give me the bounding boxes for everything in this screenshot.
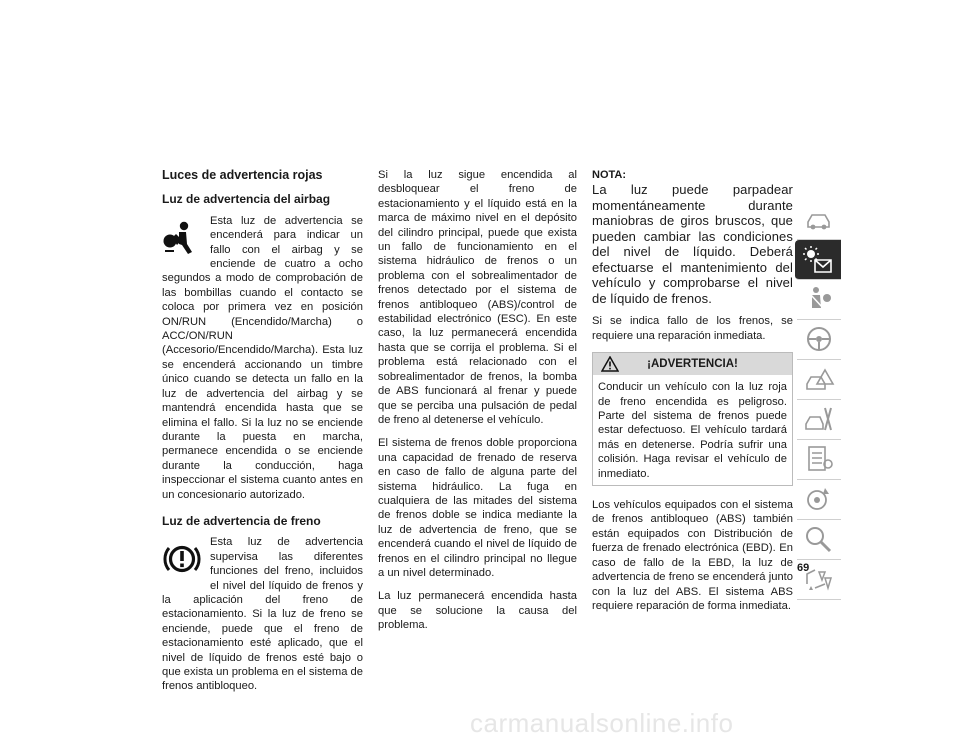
column-right [592, 168, 793, 622]
brake-warning-icon [162, 539, 206, 589]
page-number: 69 [797, 562, 810, 574]
roadside-emergency-icon [803, 364, 835, 394]
section-title: Luces de advertencia rojas [162, 168, 323, 182]
airbag-text: Esta luz de advertencia se encenderá para indicar un fallo con el airbag y se enciende de cuatro a ocho segundos a modo de comprobación de las bombillas cuando el contacto se coloca por primera vez en posición ON/RUN (Encendido/Marcha) o ACC/ON/RUN (Accesorio/Encendido/Marcha). Esta luz se encenderá accionando un timbre único cuando se detecta un fallo en la luz de advertencia del airbag y se mantendrá encendida hasta que se elimina el fallo. Si la luz no se enciende durante la puesta en marcha, permanece encendida o se enciende durante la conducción, haga inspeccionar el sistema cuanto antes en un concesionario autorizado. [162, 214, 363, 501]
note-text: La luz puede parpadear momentáneamente durante maniobras de giros bruscos, que pueden cambiar las condiciones del nivel de líquido. Deberá efectuarse el mantenimiento del vehículo y comprobarse el nivel de líquido de frenos. [592, 182, 793, 306]
paragraph: Si la luz sigue encendida al desbloquear el freno de estacionamiento y el líquido está en la marca de máximo nivel en el depósito del cilindro principal, puede que exista un fallo de funcionamiento en el sistema hidráulico de frenos o un problema con el sobrealimentador de frenos detectado por el sistema de frenos antibloqueo (ABS)/control de estabilidad electrónico (ESC). En este caso, la luz permanecerá encendida hasta que se corrija el problema. Si el problema está relacionado con el sobrealimentador de frenos, la bomba de ABS funcionará al frenar y puede que se perciba una pulsación de pedal de freno al detenerse el vehículo. [378, 169, 577, 426]
service-tools-icon [803, 404, 835, 434]
tab-car-overview[interactable] [797, 200, 841, 240]
warning-box [592, 352, 793, 486]
column-middle [378, 168, 577, 642]
tab-index-search[interactable] [797, 520, 841, 560]
paragraph: Los vehículos equipados con el sistema de frenos antibloqueo (ABS) también están equipados con Distribución de fuerza de frenado electrónica (EBD). En caso de fallo de la EBD, la luz de advertencia de freno se encenderá junto con la luz del ABS. El sistema ABS requiere reparación de forma inmediata. [592, 499, 793, 612]
brake-text: Esta luz de advertencia supervisa las diferentes funciones del freno, incluidos el nivel del líquido de frenos y la aplicación del freno de estacionamiento. Si la luz de freno se enciende, puede que el freno de estacionamiento esté aplicado, que el nivel de líquido de frenos esté bajo o que exista un problema en el sistema de frenos antibloqueo. [162, 536, 363, 693]
tab-specifications-list[interactable] [797, 440, 841, 480]
index-search-icon [803, 524, 835, 554]
tab-steering-wheel[interactable] [797, 320, 841, 360]
note-label: NOTA: [592, 169, 627, 181]
steering-wheel-icon [803, 324, 835, 354]
car-overview-icon [803, 204, 835, 234]
warning-header [593, 353, 792, 375]
tab-roadside-emergency[interactable] [797, 360, 841, 400]
tab-seatbelt-safety[interactable] [797, 280, 841, 320]
warning-text: Conducir un vehículo con la luz roja de freno encendida es peligroso. Parte del sistema de frenos puede estar defectuoso. El vehículo tardará más en detenerse. Podría sufrir una colisión. Haga revisar el vehículo de inmediato. [598, 381, 787, 480]
chapter-tabs [797, 200, 841, 600]
tab-multimedia[interactable] [797, 480, 841, 520]
seatbelt-safety-icon [803, 284, 835, 314]
paragraph: El sistema de frenos doble proporciona una capacidad de frenado de reserva en caso de fallo de alguna parte del sistema hidráulico. La fuga en cualquiera de las mitades del sistema de frenos doble se indica mediante la luz de advertencia de freno, que se encenderá cuando el nivel de líquido de frenos en el cilindro principal no llegue a un nivel determinado. [378, 437, 577, 579]
tab-dashboard-warning[interactable] [795, 240, 841, 280]
paragraph: Si se indica fallo de los frenos, se requiere una reparación inmediata. [592, 315, 793, 342]
watermark: carmanualsonline.info [470, 708, 734, 738]
brake-heading: Luz de advertencia de freno [162, 513, 321, 528]
warning-triangle-icon [601, 356, 619, 372]
specifications-list-icon [803, 444, 835, 474]
paragraph: La luz permanecerá encendida hasta que se solucione la causa del problema. [378, 590, 577, 632]
tab-service-tools[interactable] [797, 400, 841, 440]
column-left [162, 168, 363, 703]
dashboard-warning-icon [801, 244, 833, 274]
multimedia-icon [803, 484, 835, 514]
airbag-warning-icon [162, 218, 206, 268]
warning-body [593, 375, 792, 485]
warning-title: ¡ADVERTENCIA! [647, 358, 738, 371]
airbag-heading: Luz de advertencia del airbag [162, 192, 331, 207]
